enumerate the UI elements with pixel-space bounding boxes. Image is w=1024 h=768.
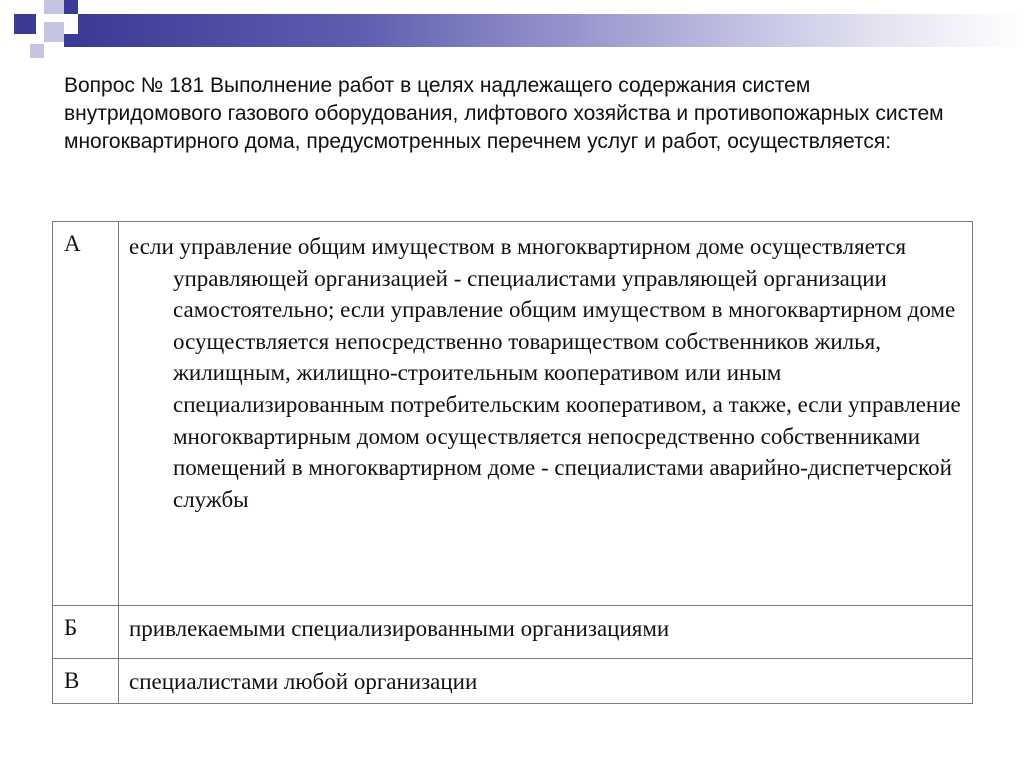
question-text: Вопрос № 181 Выполнение работ в целях надлежащего содержания систем внутридомового газового оборудования, лифтового хозяйства и противопожарных систем многоквартирного дома, предусмотренных перечнем услуг и работ, осуществляется: xyxy=(64,74,944,153)
answer-text: специалистами любой организации xyxy=(129,669,478,694)
header-gradient-bar xyxy=(78,14,1024,47)
answer-text-cell xyxy=(119,222,973,606)
answer-letter: Б xyxy=(53,606,119,659)
answer-text-cell xyxy=(119,606,973,659)
decor-square xyxy=(64,0,78,14)
decor-square xyxy=(44,0,64,14)
answer-text: если управление общим имуществом в многоквартирном доме осуществляется управляющей организацией - специалистами управляющей организации самостоятельно; если управление общим имуществом в многоквартирном доме осуществляется непосредственно товариществом собственников жилья, жилищным, жилищно-строительным кооперативом или иным специализированным потребительским кооперативом, а также, если управление многоквартирным домом осуществляется непосредственно собственниками помещений в многоквартирном доме - специалистами аварийно-диспетчерской службы xyxy=(129,234,961,512)
decor-square xyxy=(44,22,64,42)
decor-square xyxy=(30,44,44,58)
answer-text-cell xyxy=(119,659,973,704)
answer-letter: А xyxy=(53,222,119,606)
decor-square xyxy=(64,34,78,47)
answer-row-b xyxy=(53,606,973,659)
header-decoration xyxy=(0,0,1024,70)
answer-text: привлекаемыми специализированными организациями xyxy=(129,616,670,641)
answer-row-a xyxy=(53,222,973,606)
answer-row-c xyxy=(53,659,973,704)
answer-letter: В xyxy=(53,659,119,704)
decor-square xyxy=(14,14,36,34)
answers-table xyxy=(52,221,973,704)
